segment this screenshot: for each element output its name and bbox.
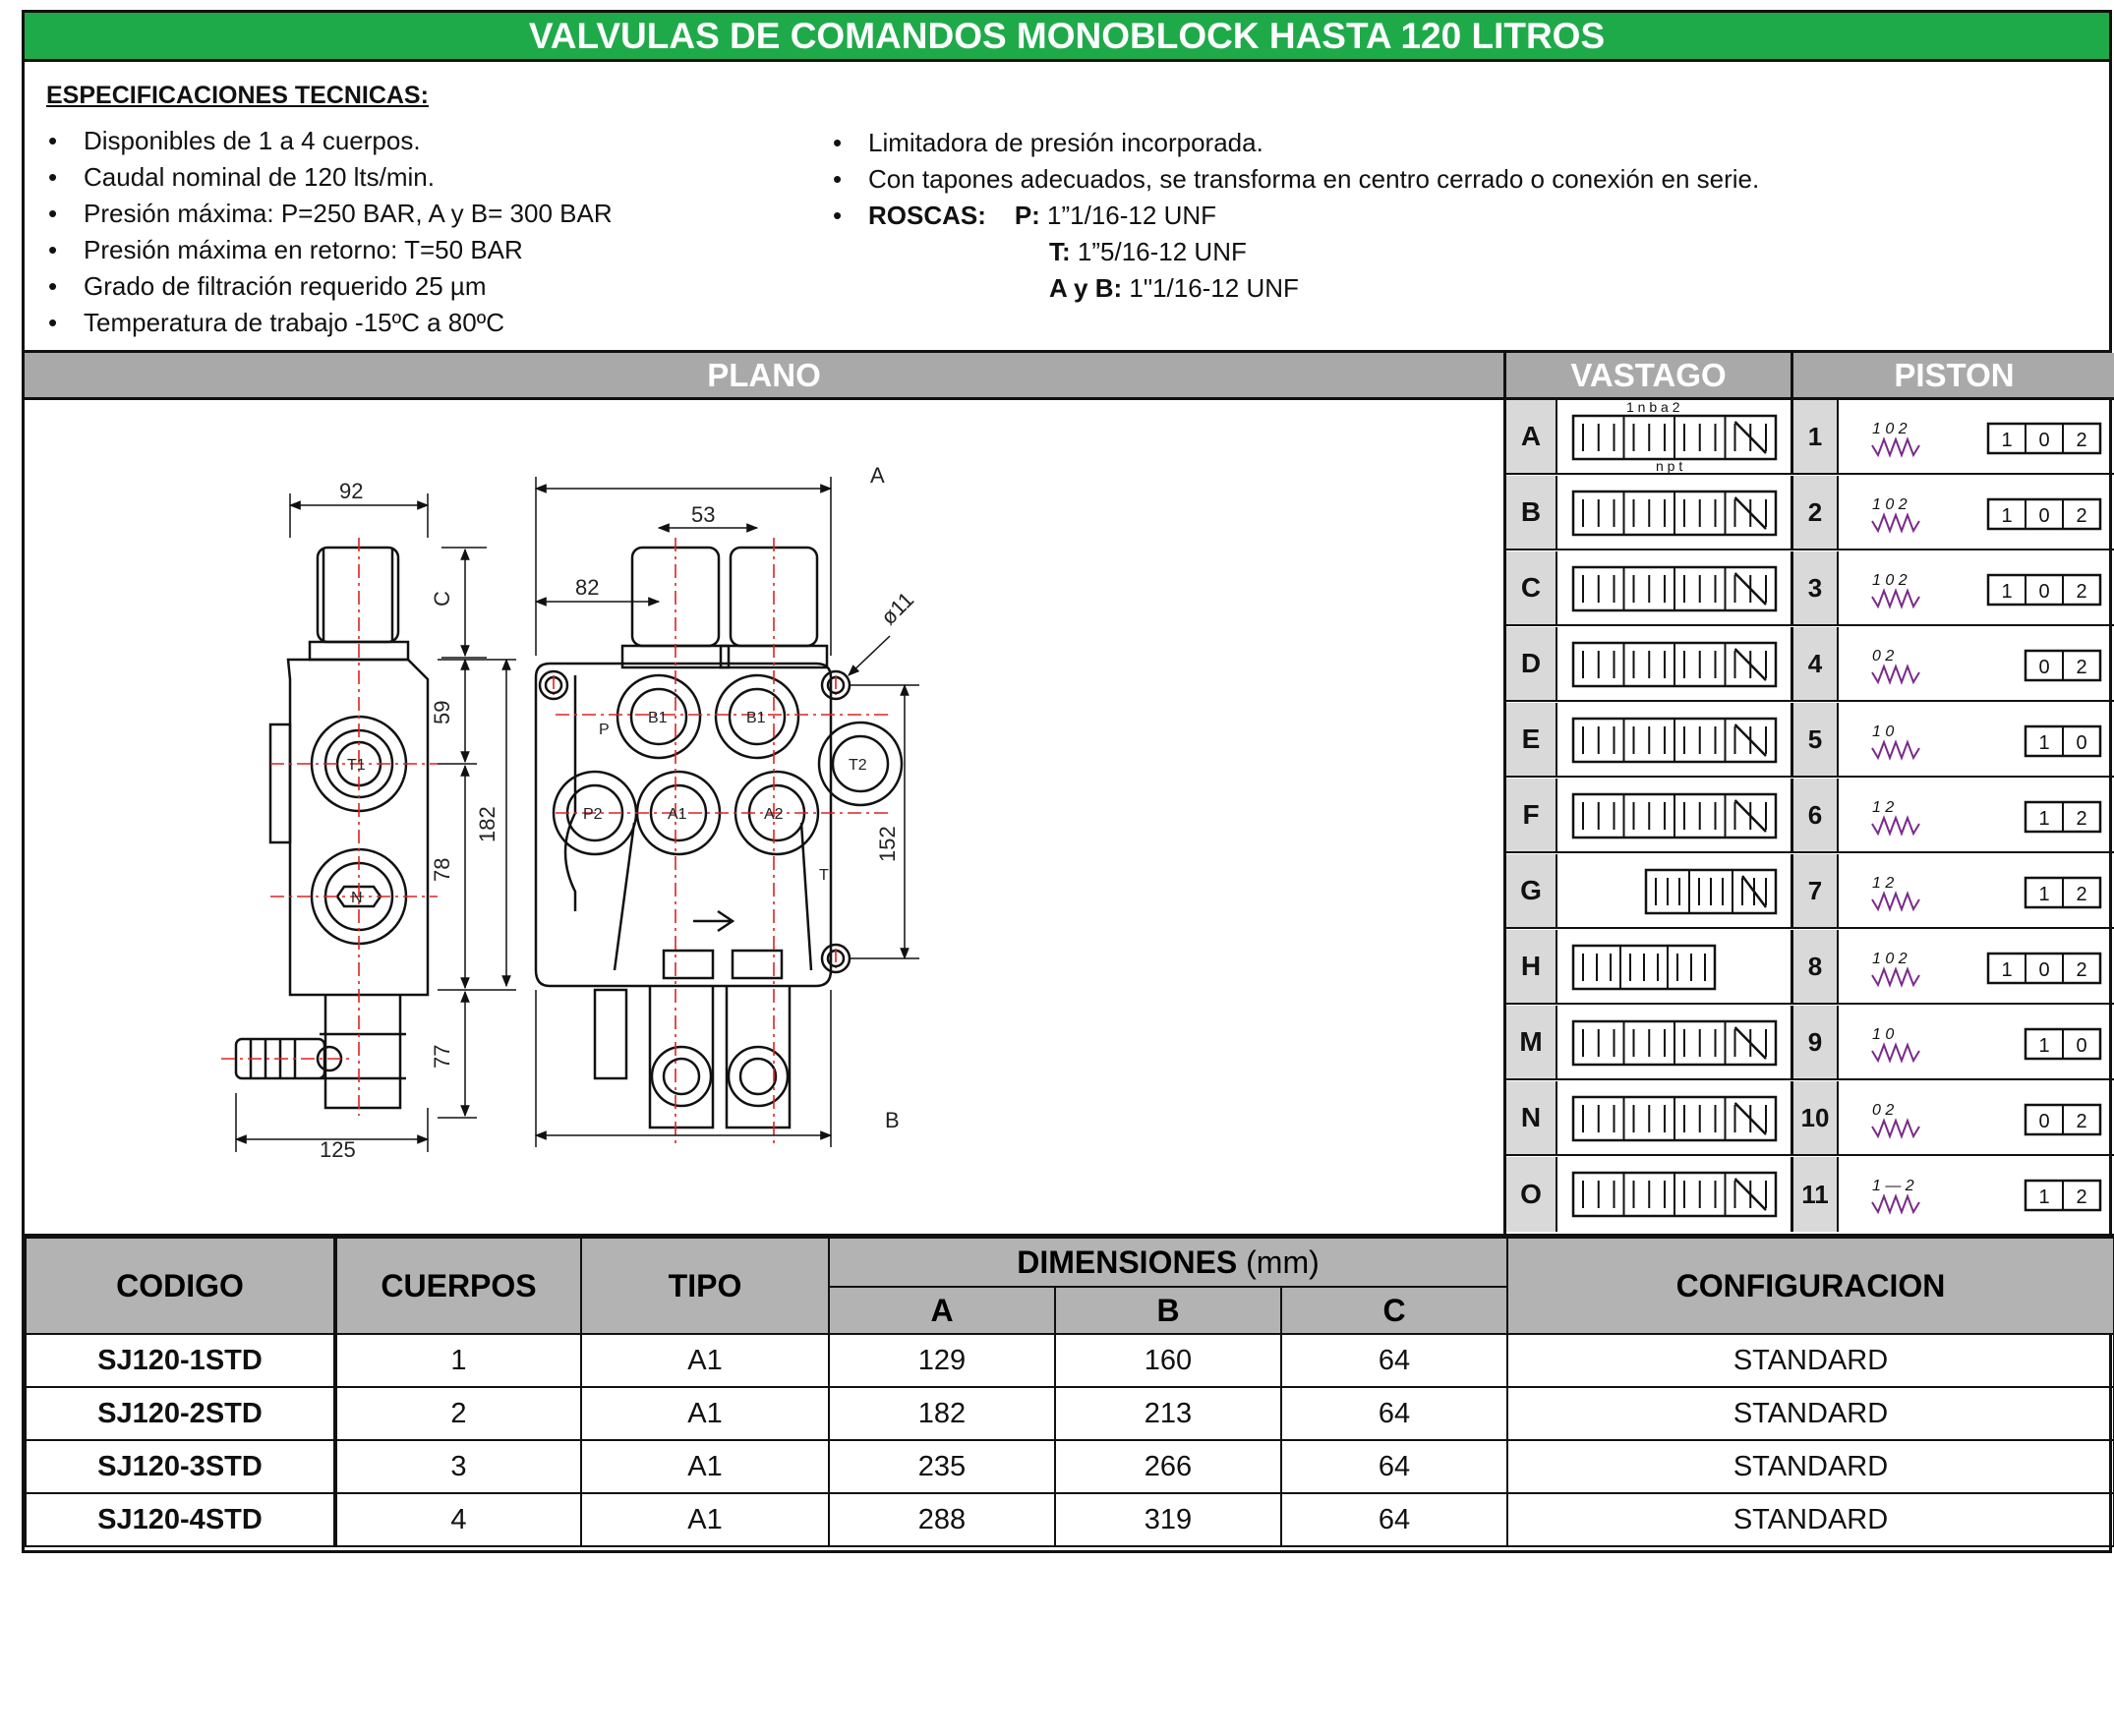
piston-number: 4 [1793,627,1839,700]
piston-box-label: 0 [2038,581,2050,603]
symbol-row [1506,1006,2114,1080]
vastago-symbol [1557,1081,1793,1154]
piston-box-label: 1 [2038,884,2050,905]
port-label: T1 [347,757,366,774]
symbol-row [1506,1081,2114,1156]
piston-number: 10 [1793,1081,1839,1154]
header-codigo: CODIGO [26,1238,335,1334]
vastago-letter: B [1506,476,1557,549]
piston-symbol [1839,476,2114,549]
symbol-row [1506,854,2114,929]
port-label: P [599,722,610,738]
rosca-value: 1”5/16-12 UNF [1077,237,1247,266]
piston-symbol [1839,400,2114,473]
symbol-row [1506,551,2114,626]
specs-heading: ESPECIFICACIONES TECNICAS: [46,82,429,109]
vastago-symbol-svg [1557,930,1793,1003]
valve-drawing-svg [25,400,1503,1234]
spec-item: • Presión máxima: P=250 BAR, A y B= 300 BAR [48,196,613,232]
roscas-label: ROSCAS: [868,201,986,230]
cell-codigo: SJ120-4STD [26,1493,335,1546]
piston-number: 11 [1793,1157,1839,1232]
piston-box-label: 1 [2001,430,2013,451]
roscas-item [833,234,1759,270]
cell-cuerpos: 2 [335,1387,581,1440]
piston-box-label: 2 [2076,884,2087,905]
dim-label: 125 [320,1137,356,1162]
piston-symbol [1839,930,2114,1003]
port-label: P2 [583,806,603,823]
cell-a: 235 [829,1440,1055,1493]
port-label: B1 [746,710,766,726]
piston-symbol [1839,1006,2114,1078]
side-view [236,548,428,1108]
dimensiones-unit: (mm) [1246,1244,1320,1280]
header-dim-b: B [1055,1287,1281,1334]
spec-item: • Limitadora de presión incorporada. [833,125,1759,161]
vastago-symbol [1557,854,1793,927]
specs-list-right [833,125,1759,307]
roscas-item [833,270,1759,307]
technical-drawing [25,400,1506,1237]
piston-box-label: 2 [2076,808,2087,830]
vastago-symbol-svg [1557,400,1793,473]
port-label: A1 [668,806,687,823]
piston-number: 3 [1793,551,1839,624]
vastago-symbol-svg [1557,779,1793,851]
piston-box-label: 2 [2076,1186,2087,1208]
piston-box-label: 1 [2001,505,2013,527]
spring-line [1872,742,1919,758]
page-title: VALVULAS DE COMANDOS MONOBLOCK HASTA 120 LITROS [25,13,2109,62]
dim-label: 92 [339,479,364,503]
piston-number: 9 [1793,1006,1839,1078]
spring-line [1872,1121,1919,1136]
cell-tipo: A1 [581,1387,829,1440]
cell-codigo: SJ120-2STD [26,1387,335,1440]
vastago-letter: G [1506,854,1557,927]
piston-box-label: 1 [2038,808,2050,830]
piston-box-label: 2 [2076,505,2087,527]
section-vastago-header: VASTAGO [1506,353,1793,400]
piston-box-label: 0 [2038,959,2050,981]
piston-box-label: 1 [2038,732,2050,754]
cell-config: STANDARD [1507,1334,2114,1387]
table-row [26,1493,2114,1546]
cell-cuerpos: 1 [335,1334,581,1387]
cell-b: 160 [1055,1334,1281,1387]
cell-codigo: SJ120-1STD [26,1334,335,1387]
symbol-grid [1506,400,2114,1237]
cell-c: 64 [1281,1334,1507,1387]
piston-position-labels: 0 2 [1872,1102,1895,1119]
piston-box-label: 0 [2038,1111,2050,1132]
piston-symbol [1839,1157,2114,1232]
dim-label: 53 [691,502,716,527]
vastago-symbol [1557,1006,1793,1078]
symbol-row [1506,930,2114,1005]
dim-label: B [885,1108,900,1132]
table-row [26,1334,2114,1387]
piston-symbol-svg [1839,1006,2114,1078]
port-label: T2 [849,757,867,774]
symbol-row [1506,779,2114,853]
spring-line [1872,666,1919,682]
vastago-symbol-svg [1557,1081,1793,1154]
piston-symbol-svg [1839,930,2114,1003]
roscas-item [833,198,1759,234]
header-tipo: TIPO [581,1238,829,1334]
piston-symbol [1839,627,2114,700]
vastago-letter: F [1506,779,1557,851]
piston-box-label: 2 [2076,657,2087,678]
cell-config: STANDARD [1507,1493,2114,1546]
vastago-letter: D [1506,627,1557,700]
cell-b: 319 [1055,1493,1281,1546]
cell-b: 213 [1055,1387,1281,1440]
port-labels [347,710,867,906]
vastago-symbol-svg [1557,1157,1793,1230]
spec-item: • Caudal nominal de 120 lts/min. [48,159,613,196]
cell-a: 288 [829,1493,1055,1546]
spring-line [1872,1196,1919,1212]
header-configuracion: CONFIGURACION [1507,1238,2114,1334]
symbol-row [1506,627,2114,702]
dim-label: 77 [430,1044,454,1069]
table-row [26,1440,2114,1493]
spring-line [1872,1045,1919,1061]
cell-c: 64 [1281,1387,1507,1440]
piston-position-labels: 1 0 [1872,723,1895,740]
vastago-symbol [1557,627,1793,700]
spec-item: • Grado de filtración requerido 25 µm [48,268,613,305]
header-cuerpos: CUERPOS [335,1238,581,1334]
cell-c: 64 [1281,1493,1507,1546]
port-label: T [819,867,829,884]
cell-codigo: SJ120-3STD [26,1440,335,1493]
piston-box-label: 2 [2076,581,2087,603]
spring-line [1872,439,1919,455]
piston-box-label: 0 [2076,732,2087,754]
dim-label: 152 [875,826,900,862]
cell-tipo: A1 [581,1440,829,1493]
cell-config: STANDARD [1507,1387,2114,1440]
piston-symbol-svg [1839,627,2114,700]
section-piston-header: PISTON [1793,353,2114,400]
cell-tipo: A1 [581,1493,829,1546]
cell-a: 182 [829,1387,1055,1440]
piston-position-labels: 1 0 2 [1872,951,1908,967]
piston-position-labels: 0 2 [1872,648,1895,665]
vastago-symbol-svg [1557,1006,1793,1078]
piston-number: 2 [1793,476,1839,549]
spring-line [1872,894,1919,909]
cell-cuerpos: 3 [335,1440,581,1493]
piston-number: 1 [1793,400,1839,473]
piston-box-label: 2 [2076,1111,2087,1132]
piston-box-label: 0 [2038,430,2050,451]
cell-config: STANDARD [1507,1440,2114,1493]
specifications-block [25,62,2109,353]
spec-item: • Presión máxima en retorno: T=50 BAR [48,232,613,268]
piston-position-labels: 1 0 2 [1872,421,1908,437]
spec-item: • Disponibles de 1 a 4 cuerpos. [48,123,613,159]
rosca-value: 1”1/16-12 UNF [1047,201,1217,230]
piston-box-label: 2 [2076,959,2087,981]
piston-position-labels: 1 — 2 [1872,1178,1914,1194]
vastago-letter: M [1506,1006,1557,1078]
piston-position-labels: 1 0 2 [1872,572,1908,589]
table-row [26,1387,2114,1440]
dim-label: ø11 [875,587,919,630]
cell-tipo: A1 [581,1334,829,1387]
section-plano-header: PLANO [25,353,1506,400]
piston-symbol-svg [1839,476,2114,549]
piston-position-labels: 1 2 [1872,799,1895,816]
spring-line [1872,591,1919,607]
piston-position-labels: 1 0 2 [1872,496,1908,513]
piston-box-label: 2 [2076,430,2087,451]
piston-symbol [1839,854,2114,927]
spring-line [1872,818,1919,834]
piston-position-labels: 1 0 [1872,1026,1895,1043]
piston-symbol [1839,551,2114,624]
datasheet-frame [22,10,2112,1553]
port-label: A2 [764,806,784,823]
rosca-key: A y B: [1049,273,1123,303]
dim-label: 82 [575,575,600,600]
vastago-letter: E [1506,703,1557,776]
piston-box-label: 0 [2038,505,2050,527]
piston-symbol-svg [1839,779,2114,851]
vastago-letter: H [1506,930,1557,1003]
piston-box-label: 0 [2076,1035,2087,1057]
cell-a: 129 [829,1334,1055,1387]
specs-list-left [48,123,613,341]
vastago-symbol-svg [1557,854,1793,927]
piston-symbol-svg [1839,854,2114,927]
vastago-symbol-svg [1557,551,1793,624]
piston-number: 7 [1793,854,1839,927]
vastago-symbol-svg [1557,476,1793,549]
vastago-letter: C [1506,551,1557,624]
dim-label: 182 [475,806,499,842]
symbol-row [1506,703,2114,778]
vastago-symbol [1557,1157,1793,1232]
vastago-bottom-label: n p t [1656,458,1683,473]
dim-label: A [870,463,885,488]
rosca-key: P: [1014,201,1040,230]
piston-symbol-svg [1839,551,2114,624]
spec-item: • Temperatura de trabajo -15ºC a 80ºC [48,305,613,341]
piston-symbol-svg [1839,1157,2114,1230]
vastago-letter: N [1506,1081,1557,1154]
vastago-symbol [1557,400,1793,473]
symbol-row [1506,476,2114,550]
piston-number: 6 [1793,779,1839,851]
vastago-letter: A [1506,400,1557,473]
cell-cuerpos: 4 [335,1493,581,1546]
vastago-symbol [1557,551,1793,624]
symbol-row [1506,1157,2114,1232]
piston-symbol-svg [1839,1081,2114,1154]
vastago-symbol [1557,476,1793,549]
piston-number: 8 [1793,930,1839,1003]
piston-box-label: 1 [2001,581,2013,603]
dim-label: 78 [430,857,454,882]
piston-symbol [1839,779,2114,851]
piston-number: 5 [1793,703,1839,776]
dim-label: C [430,591,454,607]
piston-position-labels: 1 2 [1872,875,1895,892]
piston-box-label: 1 [2001,959,2013,981]
rosca-key: T: [1049,237,1071,266]
rosca-value: 1"1/16-12 UNF [1129,273,1299,303]
header-dim-c: C [1281,1287,1507,1334]
spring-line [1872,969,1919,985]
vastago-top-label: 1 n b a 2 [1626,400,1680,415]
piston-symbol [1839,703,2114,776]
dim-label: 59 [430,700,454,724]
piston-box-label: 1 [2038,1035,2050,1057]
header-dimensiones [829,1238,1507,1287]
piston-symbol [1839,1081,2114,1154]
vastago-symbol [1557,703,1793,776]
spec-item: • Con tapones adecuados, se transforma en centro cerrado o conexión en serie. [833,161,1759,198]
cell-c: 64 [1281,1440,1507,1493]
piston-box-label: 0 [2038,657,2050,678]
models-table [25,1237,2114,1547]
piston-symbol-svg [1839,400,2114,473]
symbol-row [1506,400,2114,475]
port-label: B1 [648,710,668,726]
piston-symbol-svg [1839,703,2114,776]
port-label: N [351,890,363,906]
cell-b: 266 [1055,1440,1281,1493]
front-view [536,548,902,1128]
dimensiones-label: DIMENSIONES [1017,1244,1238,1280]
vastago-symbol [1557,779,1793,851]
vastago-symbol-svg [1557,627,1793,700]
vastago-symbol [1557,930,1793,1003]
spring-line [1872,515,1919,531]
piston-box-label: 1 [2038,1186,2050,1208]
vastago-symbol-svg [1557,703,1793,776]
header-dim-a: A [829,1287,1055,1334]
vastago-letter: O [1506,1157,1557,1232]
